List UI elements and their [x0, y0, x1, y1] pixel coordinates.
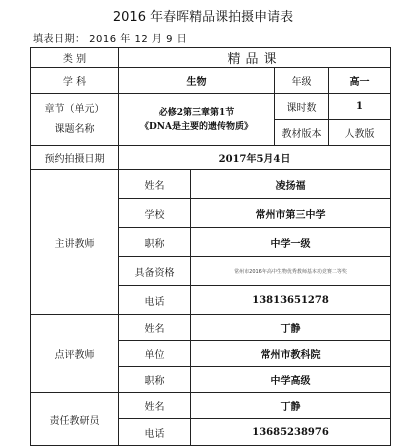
chapter-value: 必修2第三章第1节	[158, 107, 235, 118]
lead-name-label: 姓名	[119, 170, 191, 199]
lead-title-label: 职称	[119, 228, 191, 257]
lead-phone-value: 13813651278	[191, 286, 391, 315]
lead-teacher-section: 主讲教师	[31, 170, 119, 315]
grade-label: 年级	[275, 68, 329, 94]
chapter-topic-value-cell	[119, 94, 275, 146]
researcher-name-label: 姓名	[119, 393, 191, 419]
category-row	[31, 48, 391, 68]
researcher-name-row	[31, 393, 391, 419]
chapter-row	[31, 94, 391, 120]
textbook-label: 教材版本	[275, 120, 329, 146]
topic-label: 课题名称	[54, 123, 95, 135]
researcher-name-value: 丁静	[191, 393, 391, 419]
lead-name-row	[31, 170, 391, 199]
planned-date-value: 2017年5月4日	[119, 146, 391, 170]
category-label: 类 别	[31, 48, 119, 68]
planned-date-row	[31, 146, 391, 170]
planned-date-label: 预约拍摄日期	[31, 146, 119, 170]
reviewer-name-value: 丁静	[191, 315, 391, 341]
researcher-phone-value: 13685238976	[191, 419, 391, 446]
researcher-section: 责任教研员	[31, 393, 119, 446]
hours-label: 课时数	[275, 94, 329, 120]
category-value: 精品课	[119, 48, 391, 68]
reviewer-title-value: 中学高级	[191, 367, 391, 393]
reviewer-name-row	[31, 315, 391, 341]
subject-value: 生物	[119, 68, 275, 94]
application-form-table	[30, 47, 391, 446]
researcher-phone-label: 电话	[119, 419, 191, 446]
lead-school-value: 常州市第三中学	[191, 199, 391, 228]
form-title: 2016 年春晖精品课拍摄申请表	[112, 10, 294, 25]
reviewer-unit-value: 常州市教科院	[191, 341, 391, 367]
reviewer-title-label: 职称	[119, 367, 191, 393]
hours-value: 1	[329, 94, 391, 120]
textbook-value: 人教版	[329, 120, 391, 146]
lead-qualification-value: 常州市2016年高中生物优秀教师基本功竞赛二等奖	[191, 257, 391, 286]
lead-qualification-label: 具备资格	[119, 257, 191, 286]
lead-name-value: 凌扬福	[191, 170, 391, 199]
lead-title-value: 中学一级	[191, 228, 391, 257]
chapter-label: 章节（单元）	[44, 103, 105, 115]
chapter-topic-label-cell	[31, 94, 119, 146]
topic-value: 《DNA是主要的遗传物质》	[139, 121, 253, 132]
reviewer-name-label: 姓名	[119, 315, 191, 341]
fill-date: 填表日期： 2016 年 12 月 9 日	[33, 34, 188, 45]
reviewer-section: 点评教师	[31, 315, 119, 393]
lead-school-label: 学校	[119, 199, 191, 228]
lead-phone-label: 电话	[119, 286, 191, 315]
grade-value: 高一	[329, 68, 391, 94]
subject-row	[31, 68, 391, 94]
subject-label: 学 科	[31, 68, 119, 94]
reviewer-unit-label: 单位	[119, 341, 191, 367]
